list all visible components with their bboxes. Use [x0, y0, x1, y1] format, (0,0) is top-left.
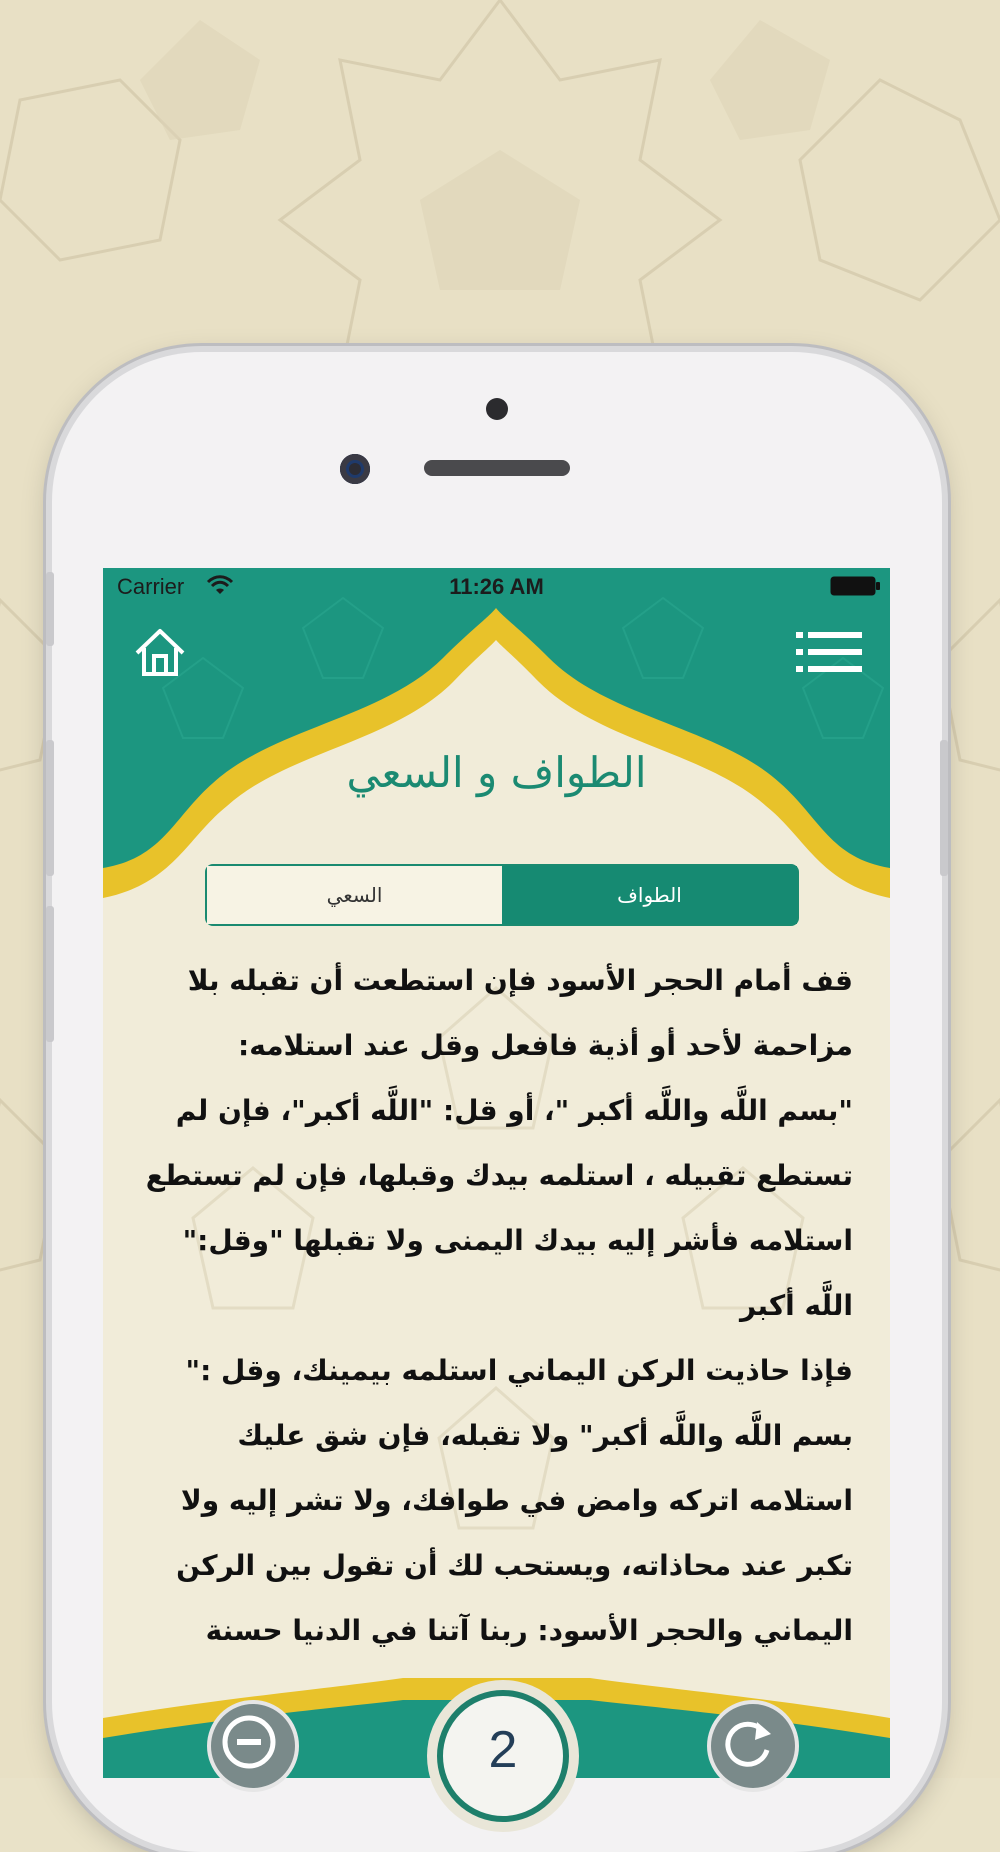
phone-mute-switch [46, 572, 54, 646]
content-paragraph: قف أمام الحجر الأسود فإن استطعت أن تقبله بلا مزاحمة لأحد أو أذية فافعل وقل عند استلامه: [187, 964, 853, 1062]
phone-volume-up-button [46, 740, 54, 876]
battery-icon [830, 576, 880, 596]
carrier-label: Carrier [117, 574, 185, 599]
content-text[interactable] [143, 948, 853, 1647]
zoom-out-button[interactable] [207, 1700, 299, 1792]
phone-power-button [940, 740, 948, 876]
page-number: 2 [488, 1721, 518, 1779]
app-screen [103, 568, 890, 1778]
page-title: الطواف و السعي [346, 748, 647, 797]
earpiece-speaker [424, 460, 570, 476]
home-button[interactable] [133, 626, 187, 680]
tab-sai[interactable]: السعي [207, 866, 502, 924]
front-camera [340, 454, 370, 484]
refresh-button[interactable] [707, 1700, 799, 1792]
tab-tawaf[interactable]: الطواف [502, 866, 797, 924]
menu-button[interactable] [796, 630, 862, 674]
page-counter [437, 1690, 569, 1822]
proximity-sensor [486, 398, 508, 420]
refresh-icon [707, 1700, 791, 1784]
status-bar [103, 568, 890, 604]
minus-circle-icon [207, 1700, 291, 1784]
phone-volume-down-button [46, 906, 54, 1042]
segmented-control [205, 864, 799, 926]
list-menu-icon [796, 632, 862, 672]
home-icon [137, 631, 183, 674]
content-paragraph: فإذا حاذيت الركن اليماني استلمه بيمينك، وقل :" بسم اللَّه واللَّه أكبر" ولا تقبله، فإن شق عليك استلامه اتركه وامض في طوافك، ولا تشر إليه ولا تكبر عند محاذاته، ويستحب لك أن تقول بين الركن اليماني والحجر الأسود: ربنا آتنا في الدنيا حسنة [176, 1354, 853, 1647]
status-time: 11:26 AM [449, 574, 544, 599]
content-paragraph: "بسم اللَّه واللَّه أكبر "، أو قل: "اللَّه أكبر"، فإن لم تستطع تقبيله ، استلمه بيدك وقبلها، فإن لم تستطع استلامه فأشر إليه بيدك اليمنى ولا تقبلها "وقل:" اللَّه أكبر [145, 1094, 853, 1322]
